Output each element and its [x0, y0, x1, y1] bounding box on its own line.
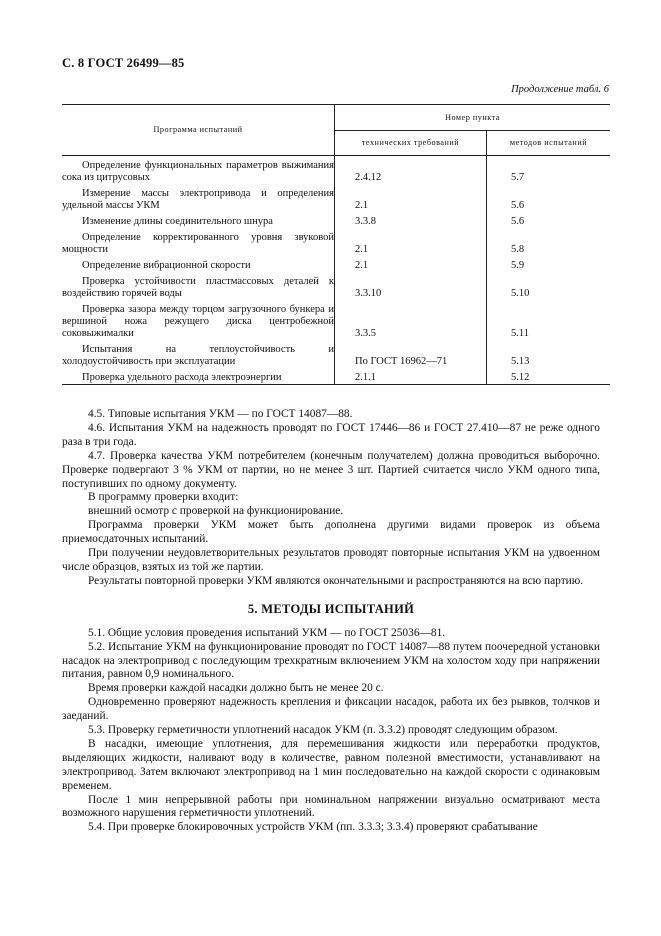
paragraph: Результаты повторной проверки УКМ являются окончательными и распространяются на всю партию.: [88, 574, 584, 587]
table-row: [62, 228, 610, 256]
column-header-program: Программа испытаний: [62, 105, 335, 156]
table-row: [62, 212, 610, 228]
program-cell: Испытания на теплоустойчивость и холодоустойчивость при эксплуатации: [62, 340, 335, 368]
method-cell: 5.11: [511, 328, 529, 339]
paragraph: 5.4. При проверке блокировочных устройств УКМ (пп. 3.3.3; 3.3.4) проверяют срабатывание: [88, 821, 538, 834]
tech-req-cell: 2.1: [335, 228, 487, 256]
paragraph: 5.1. Общие условия проведения испытаний УКМ — по ГОСТ 25036—81.: [88, 626, 446, 639]
tech-req-cell: 2.1.1: [335, 368, 487, 385]
program-cell: Проверка устойчивости пластмассовых деталей к воздействию горячей воды: [62, 272, 335, 300]
paragraph: 4.6. Испытания УКМ на надежность проводят по ГОСТ 17446—86 и ГОСТ 27.410—87 не реже одного раза в три года.: [62, 421, 600, 448]
method-cell: 5.13: [511, 356, 530, 367]
column-header-test-methods: методов испытаний: [509, 138, 588, 147]
table-row: [62, 368, 610, 385]
paragraph: 5.3. Проверку герметичности уплотнений насадок УКМ (п. 3.3.2) проводят следующим образом.: [88, 724, 558, 737]
method-cell: 5.6: [511, 200, 525, 211]
paragraph: В программу проверки входит:: [88, 491, 239, 504]
tech-req-cell: По ГОСТ 16962—71: [335, 340, 487, 368]
method-cell: 5.8: [511, 244, 525, 255]
program-cell: Определение корректированного уровня звуковой мощности: [62, 228, 335, 256]
paragraph: При получении неудовлетворительных результатов проводят повторные испытания УКМ на удвоенном числе образцов, взятых из той же партии.: [62, 547, 600, 573]
method-cell: 5.10: [511, 288, 530, 299]
paragraph: После 1 мин непрерывной работы при номинальном напряжении визуально осматривают места возможного нарушения герметичности уплотнений.: [62, 793, 600, 820]
method-cell: 5.9: [511, 260, 525, 271]
method-cell: 5.12: [511, 372, 530, 383]
program-cell: Проверка зазора между торцом загрузочного бункера и вершиной ножа режущего диска центробежной соковыжималки: [62, 300, 335, 340]
paragraph: Программа проверки УКМ может быть дополнена другими видами проверок из объема приемосдаточных испытаний.: [62, 519, 600, 546]
tech-req-cell: 3.3.5: [335, 300, 487, 340]
page-header: С. 8 ГОСТ 26499—85: [62, 56, 185, 70]
method-cell: 5.7: [511, 172, 525, 183]
table-row: [62, 340, 610, 368]
program-cell: Проверка удельного расхода электроэнергии: [62, 368, 335, 385]
table-row: [62, 156, 610, 185]
paragraph: Одновременно проверяют надежность крепления и фиксации насадок, работа их без рывков, толчков и заеданий.: [62, 696, 600, 723]
test-program-table: [62, 104, 610, 385]
table-continuation-note: Продолжение табл. 6: [511, 84, 609, 95]
column-header-item-number: Номер пункта: [335, 105, 611, 131]
column-header-tech-requirements: технических требований: [335, 131, 487, 156]
section-title: 5. МЕТОДЫ ИСПЫТАНИЙ: [247, 601, 415, 616]
tech-req-cell: 2.4.12: [335, 156, 487, 185]
tech-req-cell: 2.1: [335, 184, 487, 212]
method-cell: 5.6: [511, 216, 525, 227]
document-body: [62, 408, 600, 835]
program-cell: Определение функциональных параметров выжимания сока из цитрусовых: [62, 156, 335, 185]
paragraph: 5.2. Испытание УКМ на функционирование проводят по ГОСТ 14087—88 путем поочередной установки насадок на электропривод с последующим трехкратным включением УКМ на холостом ходу при напряжении питания, равном 0,9 номинального.: [62, 640, 600, 681]
paragraph: В насадки, имеющие уплотнения, для перемешивания жидкости или переработки продуктов, выделяющих жидкости, наливают воду в количестве, равном полезной вместимости, устанавливают на электропривод. Затем включают электропривод на 1 мин последовательно на каждой скорости с одинаковым временем.: [62, 737, 600, 792]
program-cell: Измерение массы электропривода и определения удельной массы УКМ: [62, 184, 335, 212]
table-row: [62, 256, 610, 272]
program-cell: Определение вибрационной скорости: [62, 256, 335, 272]
tech-req-cell: 3.3.8: [335, 212, 487, 228]
tech-req-cell: 2.1: [335, 256, 487, 272]
paragraph: Время проверки каждой насадки должно быть не менее 20 с.: [88, 682, 384, 695]
table-row: [62, 184, 610, 212]
tech-req-cell: 3.3.10: [335, 272, 487, 300]
program-cell: Изменение длины соединительного шнура: [62, 212, 335, 228]
table-row: [62, 300, 610, 340]
paragraph: 4.7. Проверка качества УКМ потребителем (конечным получателем) должна проводиться выборочно. Проверке подвергают 3 % УКМ от партии, но не менее 3 шт. Партией считается число УКМ одного типа, поступивших по одному документу.: [62, 449, 600, 490]
paragraph: 4.5. Типовые испытания УКМ — по ГОСТ 14087—88.: [88, 408, 353, 420]
paragraph: внешний осмотр с проверкой на функционирование.: [88, 505, 344, 518]
table-row: [62, 272, 610, 300]
